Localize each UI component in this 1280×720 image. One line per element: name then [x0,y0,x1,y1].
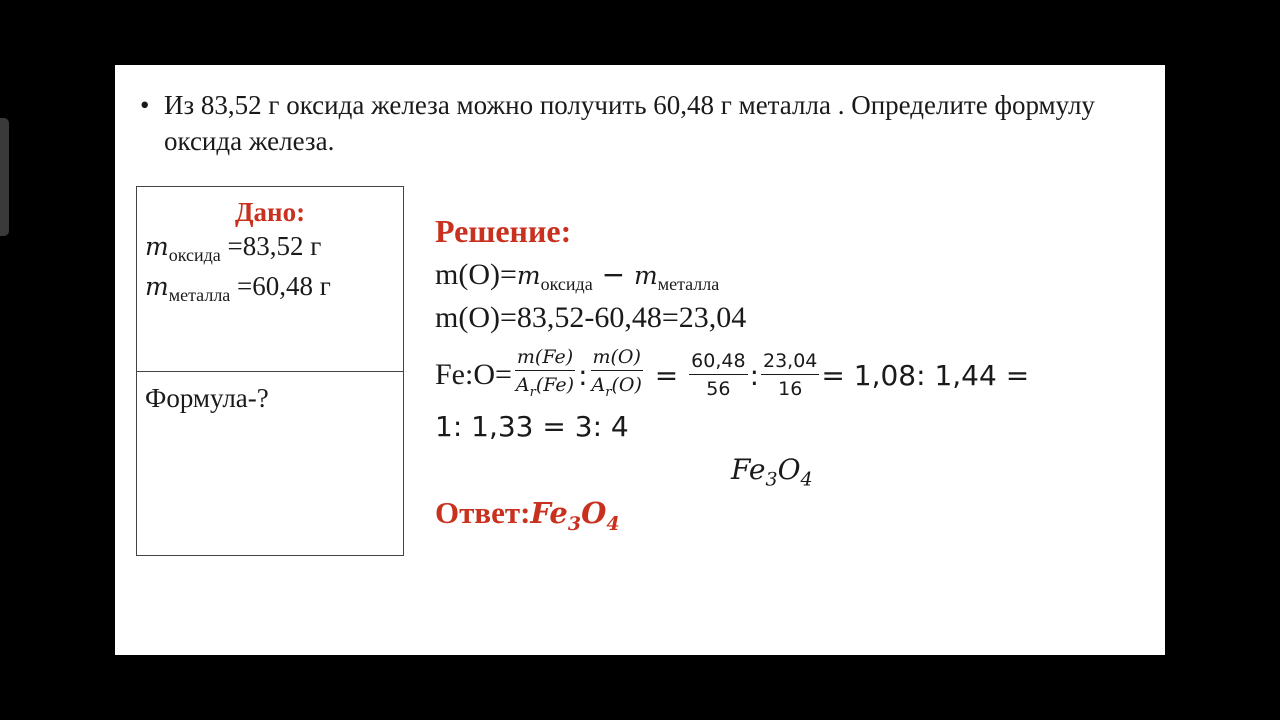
answer-label: Ответ: [435,495,531,530]
minus-sign: − [592,258,634,291]
colon: : [578,358,588,392]
metal-subscript: металла [657,274,720,294]
given-oxide-mass [145,231,322,265]
fraction-numerator: 23,04 [761,348,819,375]
fraction-o-numeric [761,348,819,403]
task-statement [140,87,1140,159]
bullet: • [140,90,150,120]
oxide-subscript: оксида [168,245,221,265]
line3-prefix: Fe:O= [435,358,512,391]
mass-symbol: m [145,272,169,301]
task-text: Из 83,52 г оксида железа можно получить 60,48 г металла . Определите формулу оксида железа. [164,90,1095,156]
solution-line-4: 1: 1,33 = 3: 4 [435,410,629,443]
solution-line-2: m(O)=83,52-60,48=23,04 [435,301,747,334]
given-title: Дано: [234,197,306,227]
fraction-o [590,344,644,407]
answer-formula: $Fe_3O_4$ [530,496,620,535]
fraction-denominator: 16 [778,377,803,400]
side-panel-handle[interactable] [0,118,9,236]
fraction-numerator: m(O) [591,344,643,371]
find-formula: Формула-? [145,383,269,413]
fraction-denominator: 56 [706,377,731,400]
metal-subscript: металла [168,285,231,305]
answer [435,495,620,535]
fraction-fe [514,344,576,407]
oxide-value: =83,52 г [227,231,322,261]
mass-symbol: m [516,261,541,290]
line1-prefix: m(O)= [435,258,517,291]
derived-formula: $Fe_3O_4$ [731,453,813,491]
solution-title: Решение: [435,213,572,249]
given-metal-mass [145,271,331,305]
given-section [137,187,403,372]
fraction-numerator: 60,48 [689,348,747,375]
slide [115,65,1165,655]
fraction-denominator: $A_r(Fe)$ [515,373,575,400]
fraction-denominator: $A_r(O)$ [591,373,642,400]
colon: : [749,358,759,392]
mass-symbol: m [633,261,658,290]
solution-line-1 [435,258,719,292]
ratio-result: = 1,08: 1,44 = [821,358,1030,392]
fraction-fe-numeric [689,348,747,403]
metal-value: =60,48 г [237,271,331,301]
solution-line-3 [435,340,1029,410]
oxide-subscript: оксида [540,274,593,294]
equals-sign: = [645,358,688,392]
fraction-numerator: m(Fe) [515,344,575,371]
given-table [136,186,404,556]
mass-symbol: m [145,232,169,261]
